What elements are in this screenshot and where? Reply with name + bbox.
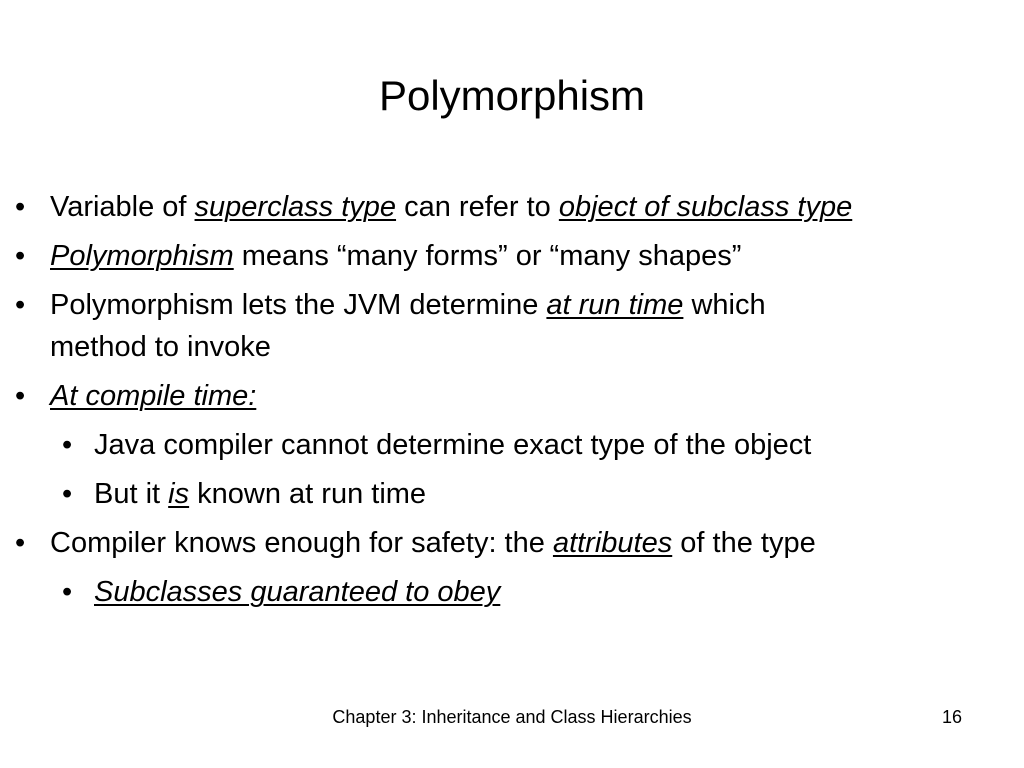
bullet-text: known at run time [189,478,427,510]
bullet-marker: • [62,429,73,461]
bullet-text: of the type [672,527,816,559]
bullet-marker: • [15,240,26,272]
bullet-item [15,376,257,417]
bullet-marker: • [62,576,73,608]
bullet-text: method to invoke [50,331,271,363]
bullet-item [15,285,766,326]
emphasis-text: object of subclass type [558,191,853,223]
bullet-text: can refer to [396,191,559,223]
bullet-text: Variable of [50,191,195,223]
bullet-marker: • [15,380,26,412]
bullet-text: Java compiler cannot determine exact type of the object [94,429,812,461]
bullet-marker: • [15,191,26,223]
bullet-text: But it [94,478,169,510]
footer-chapter: Chapter 3: Inheritance and Class Hierarchies [332,707,692,727]
emphasis-text: at run time [546,289,684,321]
emphasis-text: Polymorphism [50,240,234,272]
bullet-text: Compiler knows enough for safety: the [50,527,553,559]
slide-title: Polymorphism [378,72,646,119]
sub-bullet-item [62,474,427,515]
bullet-text: means “many forms” or “many shapes” [233,240,742,272]
emphasis-text: superclass type [194,191,397,223]
bullet-text: Polymorphism lets the JVM determine [50,289,547,321]
page-number: 16 [941,707,962,727]
emphasis-text: At compile time: [50,380,257,412]
bullet-item [15,523,816,564]
bullet-text: which [683,289,766,321]
sub-bullet-item [62,425,812,466]
bullet-item [15,236,742,277]
emphasis-text: Subclasses guaranteed to obey [94,576,501,608]
bullet-marker: • [62,478,73,510]
bullet-item [15,187,853,228]
sub-bullet-item [62,572,501,613]
bullet-continuation [50,327,271,368]
bullet-marker: • [15,527,26,559]
bullet-marker: • [15,289,26,321]
emphasis-text: attributes [552,527,673,559]
emphasis-text: is [168,478,190,510]
